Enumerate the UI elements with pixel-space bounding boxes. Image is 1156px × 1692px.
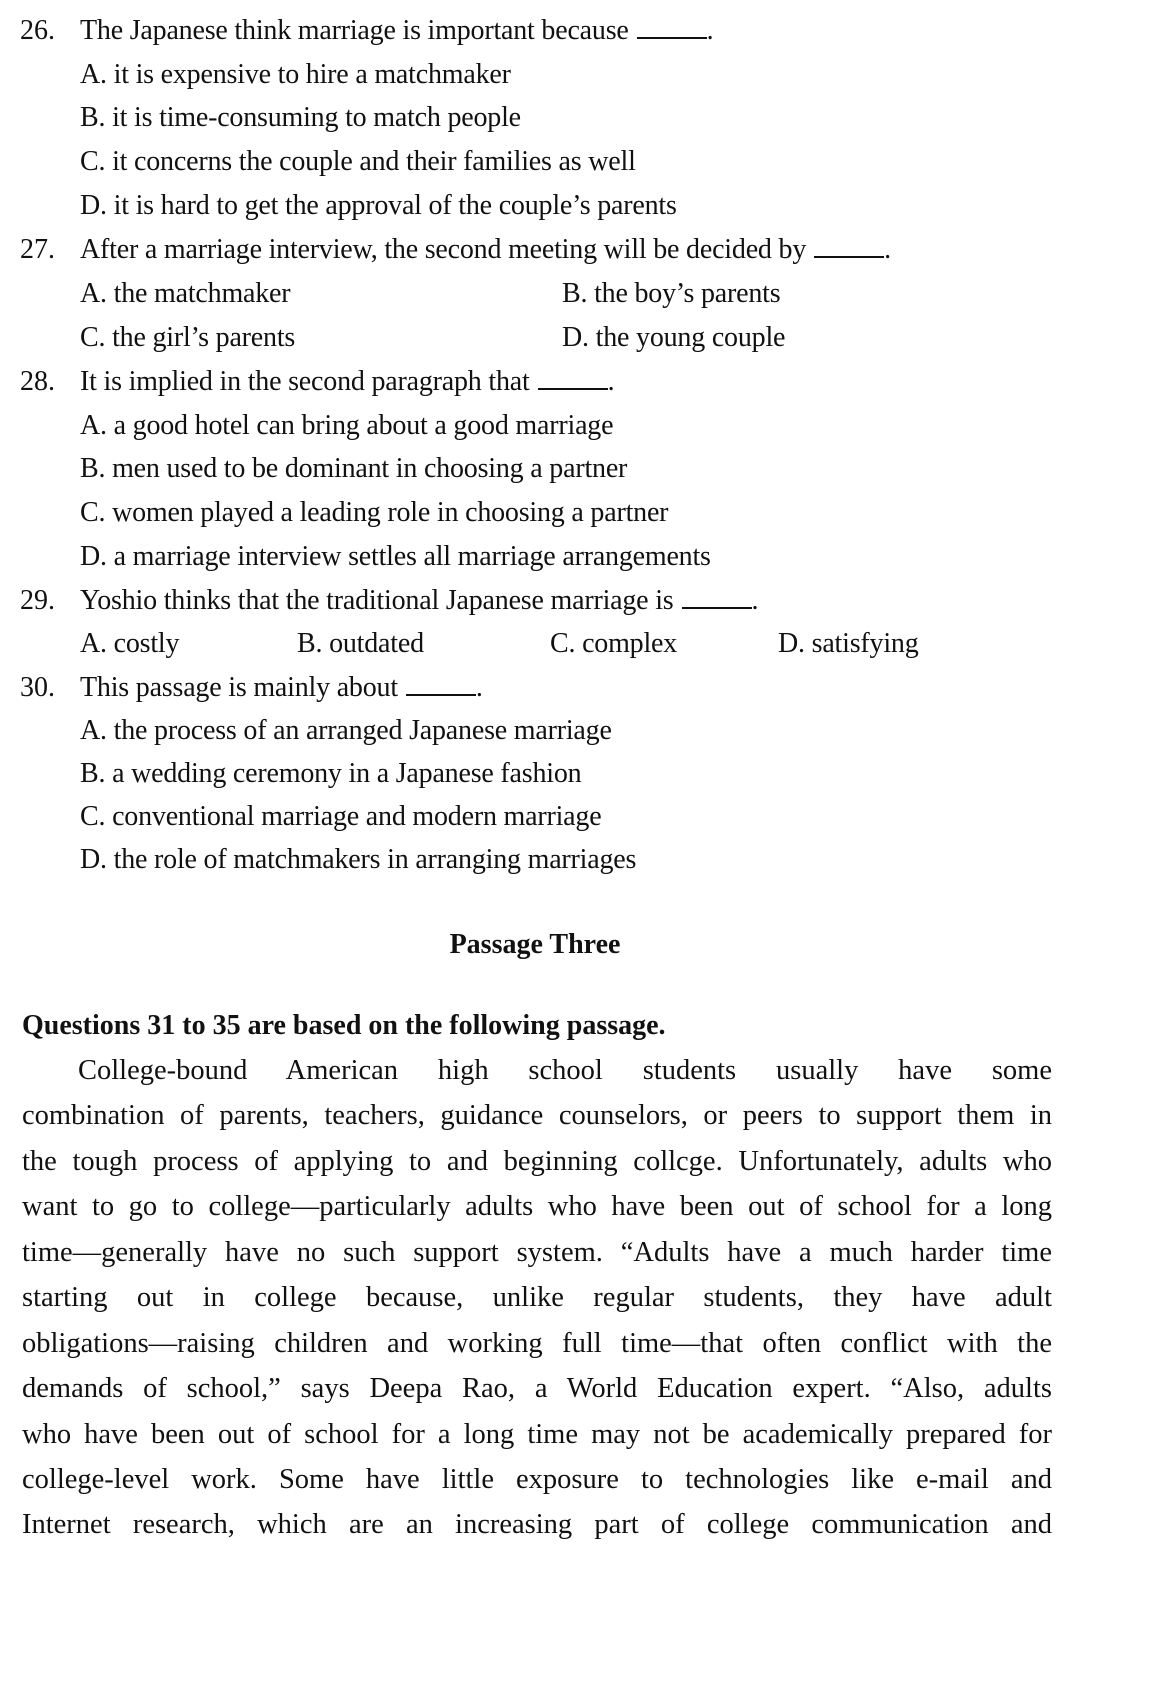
- question-number: 26.: [20, 15, 55, 46]
- question-number: 27.: [20, 234, 55, 265]
- option-d: D. the role of matchmakers in arranging marriages: [80, 844, 637, 875]
- option-a: A. the process of an arranged Japanese marriage: [80, 715, 612, 746]
- passage-line-text: college-level work. Some have little exposure to technologies like e-mail and: [22, 1464, 1052, 1495]
- option-c: C. women played a leading role in choosing a partner: [80, 497, 669, 528]
- option-d: D. a marriage interview settles all marriage arrangements: [80, 541, 711, 572]
- stem-period: .: [706, 15, 714, 46]
- question-stem-text: It is implied in the second paragraph that: [80, 366, 530, 397]
- question-stem: [80, 14, 713, 48]
- passage-line: [78, 1054, 1052, 1088]
- question-number: 30.: [20, 672, 55, 703]
- passage-line: [22, 1236, 1052, 1270]
- option-c: C. conventional marriage and modern marriage: [80, 801, 602, 832]
- passage-line-text: starting out in college because, unlike regular students, they have adult: [22, 1282, 1052, 1313]
- passage-title: Passage Three: [449, 929, 621, 960]
- question-stem: [80, 365, 614, 399]
- option-c: C. complex: [550, 628, 678, 659]
- option-c: C. it concerns the couple and their families as well: [80, 146, 636, 177]
- passage-line: [22, 1327, 1052, 1361]
- stem-period: .: [607, 366, 615, 397]
- question-number: 28.: [20, 366, 55, 397]
- stem-period: .: [751, 585, 759, 616]
- stem-period: .: [884, 234, 891, 265]
- passage-line: [22, 1463, 1052, 1497]
- passage-instruction: Questions 31 to 35 are based on the following passage.: [22, 1010, 666, 1041]
- answer-blank: [637, 17, 707, 39]
- option-b: B. a wedding ceremony in a Japanese fashion: [80, 758, 582, 789]
- option-a: A. it is expensive to hire a matchmaker: [80, 59, 511, 90]
- option-d: D. the young couple: [562, 322, 786, 353]
- answer-blank: [538, 368, 608, 390]
- question-stem-text: Yoshio thinks that the traditional Japanese marriage is: [80, 585, 674, 616]
- question-stem: [80, 584, 758, 618]
- answer-blank: [406, 674, 476, 696]
- option-a: A. the matchmaker: [80, 278, 291, 309]
- option-b: B. men used to be dominant in choosing a partner: [80, 453, 628, 484]
- option-a: A. costly: [80, 628, 180, 659]
- question-stem: [80, 233, 891, 267]
- passage-line-text: demands of school,” says Deepa Rao, a World Education expert. “Also, adults: [22, 1373, 1052, 1404]
- answer-blank: [814, 236, 884, 258]
- question-number: 29.: [20, 585, 55, 616]
- passage-line: [22, 1099, 1052, 1133]
- passage-line-text: combination of parents, teachers, guidance counselors, or peers to support them in: [22, 1100, 1052, 1131]
- passage-line: [22, 1281, 1052, 1315]
- option-c: C. the girl’s parents: [80, 322, 296, 353]
- passage-line-text: College-bound American high school students usually have some: [78, 1055, 1052, 1086]
- passage-line: [22, 1372, 1052, 1406]
- passage-line-text: obligations—raising children and working full time—that often conflict with the: [22, 1328, 1052, 1359]
- stem-period: .: [475, 672, 483, 703]
- passage-line: [22, 1418, 1052, 1452]
- question-stem-text: The Japanese think marriage is important because: [80, 15, 629, 46]
- option-d: D. it is hard to get the approval of the couple’s parents: [80, 190, 677, 221]
- option-b: B. it is time-consuming to match people: [80, 102, 521, 133]
- option-b: B. the boy’s parents: [562, 278, 781, 309]
- option-a: A. a good hotel can bring about a good marriage: [80, 410, 614, 441]
- passage-line-text: time—generally have no such support system. “Adults have a much harder time: [22, 1237, 1052, 1268]
- answer-blank: [682, 587, 752, 609]
- option-d: D. satisfying: [778, 628, 919, 659]
- option-b: B. outdated: [297, 628, 424, 659]
- passage-line-text: Internet research, which are an increasing part of college communication and: [22, 1509, 1052, 1540]
- passage-line-text: who have been out of school for a long time may not be academically prepared for: [22, 1419, 1052, 1450]
- question-stem-text: This passage is mainly about: [80, 672, 398, 703]
- passage-line-text: want to go to college—particularly adults who have been out of school for a long: [22, 1191, 1052, 1222]
- question-stem: [80, 671, 483, 705]
- passage-line: [22, 1145, 1052, 1179]
- question-stem-text: After a marriage interview, the second meeting will be decided by: [80, 234, 807, 265]
- passage-line-text: the tough process of applying to and beginning collcge. Unfortunately, adults who: [22, 1146, 1052, 1177]
- passage-line: [22, 1508, 1052, 1542]
- passage-line: [22, 1190, 1052, 1224]
